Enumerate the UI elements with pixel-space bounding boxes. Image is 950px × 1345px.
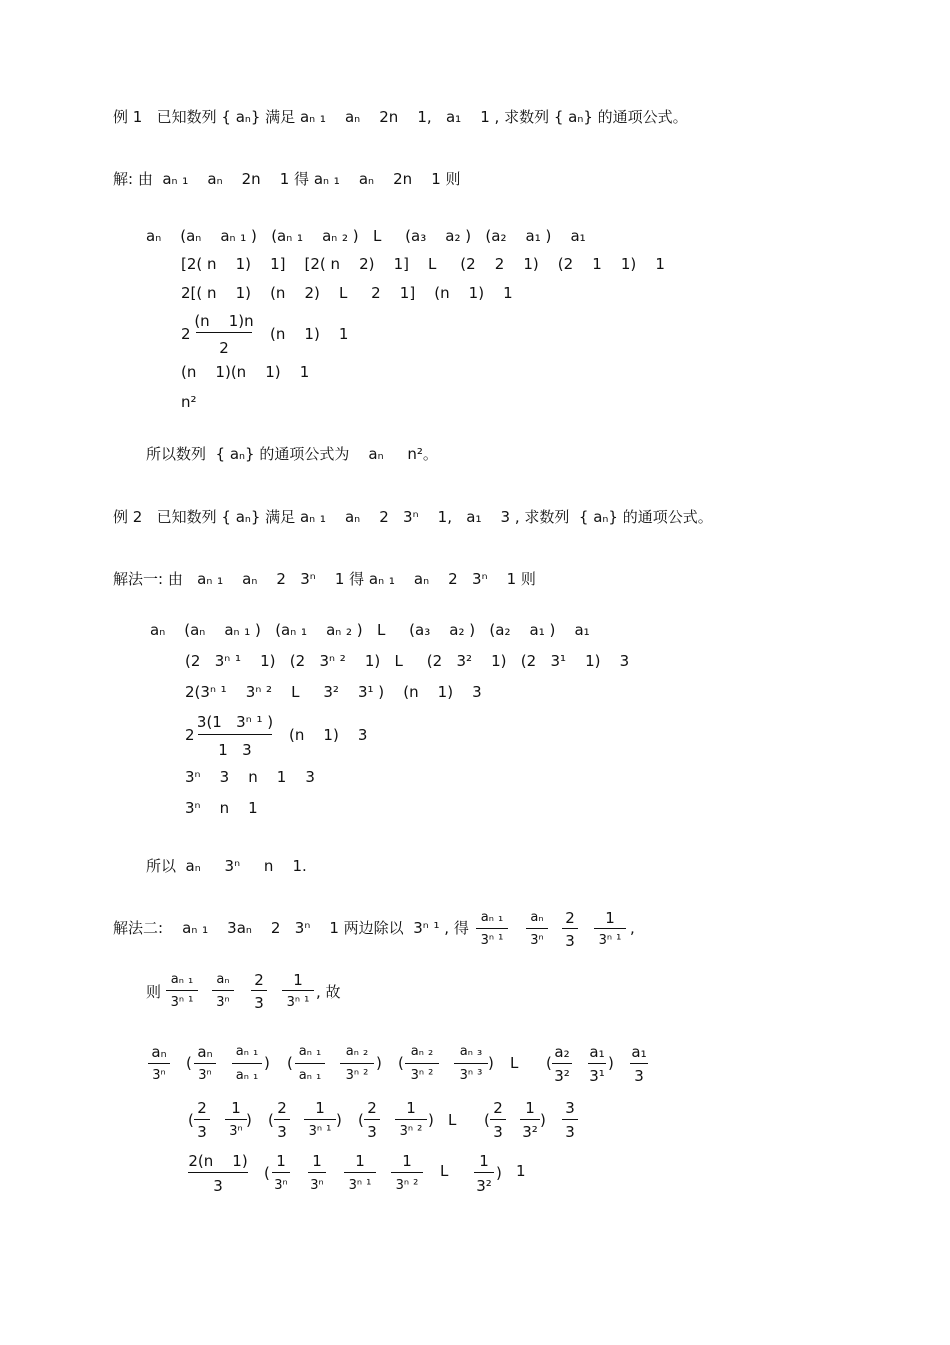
m2-intro-comma: , xyxy=(630,919,635,937)
ex1-equation-line-3: 2[( n 1) (n 2) L 2 1] (n 1) 1 xyxy=(181,284,513,302)
m2-row2-p5-bar xyxy=(562,1119,578,1120)
m2-row2-p2a-den: 3 xyxy=(277,1123,287,1141)
example-2-title: 例 2 已知数列 { aₙ} 满足 aₙ ₁ aₙ 2 3ⁿ 1, a₁ 3 , 求数列 { aₙ} 的通项公式。 xyxy=(113,508,713,526)
ex2-equation-line-4-prefix: 2 xyxy=(185,726,195,744)
m2-row3-q1-den: 3 xyxy=(213,1177,223,1195)
m2-row1-t1b-den: aₙ ₁ xyxy=(235,1068,259,1083)
m2-intro-frac1-num: aₙ ₁ xyxy=(480,910,504,925)
m2-row1-t3a-num: aₙ ₂ xyxy=(410,1044,434,1059)
m2-row2-open-4: ( xyxy=(484,1111,490,1129)
m2-row2-p3a-den: 3 xyxy=(367,1123,377,1141)
m2-row3-q2-num: 1 xyxy=(276,1152,286,1170)
ex1-fraction-bar xyxy=(196,332,252,333)
m2-row2-p1b-num: 1 xyxy=(231,1099,241,1117)
ex2-equation-line-4-suffix: (n 1) 3 xyxy=(289,726,368,744)
m2-then-frac3-den: 3 xyxy=(254,994,264,1012)
example-1-solution-intro: 解: 由 aₙ ₁ aₙ 2n 1 得 aₙ ₁ aₙ 2n 1 则 xyxy=(113,170,461,188)
m2-row3-q3-den: 3ⁿ xyxy=(310,1178,324,1193)
m2-then-frac3-num: 2 xyxy=(254,971,264,989)
m2-row1-t2b-den: 3ⁿ ² xyxy=(345,1068,369,1083)
m2-row1-t2b-bar xyxy=(340,1063,374,1064)
m2-intro-frac1-den: 3ⁿ ¹ xyxy=(480,933,504,948)
m2-row1-open-4: ( xyxy=(546,1054,552,1072)
m2-row1-t3b-den: 3ⁿ ³ xyxy=(459,1068,483,1083)
m2-then-frac4-num: 1 xyxy=(293,971,303,989)
ex1-equation-line-5: (n 1)(n 1) 1 xyxy=(181,363,310,381)
m2-row1-t2a-bar xyxy=(295,1063,325,1064)
m2-row3-q2-bar xyxy=(272,1172,290,1173)
m2-row1-close-4: ) xyxy=(608,1054,614,1072)
m2-row2-p5-num: 3 xyxy=(565,1099,575,1117)
ex1-fraction-numerator: (n 1)n xyxy=(194,312,254,330)
m2-row2-p1a-bar xyxy=(194,1119,210,1120)
m2-row2-open-2: ( xyxy=(268,1111,274,1129)
ex1-fraction-denominator: 2 xyxy=(219,339,229,357)
ex2-fraction-numerator: 3(1 3ⁿ ¹ ) xyxy=(196,713,274,731)
m2-row2-close-2: ) xyxy=(336,1111,342,1129)
m2-row2-close-1: ) xyxy=(246,1111,252,1129)
m2-row1-t4b-num: a₁ xyxy=(589,1043,605,1061)
m2-row1-t1b-bar xyxy=(232,1063,262,1064)
m2-row1-t4a-den: 3² xyxy=(554,1067,570,1085)
m2-row2-p2a-bar xyxy=(274,1119,290,1120)
m2-row2-p4b-den: 3² xyxy=(522,1123,538,1141)
m2-row1-t2a-den: aₙ ₁ xyxy=(298,1068,322,1083)
m2-row2-p2a-num: 2 xyxy=(277,1099,287,1117)
m2-row1-t4a-num: a₂ xyxy=(554,1043,570,1061)
m2-row3-q4-den: 3ⁿ ¹ xyxy=(348,1178,372,1193)
m2-row3-ellipsis: L xyxy=(440,1162,449,1180)
m2-row2-close-3: ) xyxy=(428,1111,434,1129)
m2-then-frac3-bar xyxy=(251,990,267,991)
m2-row2-p4a-num: 2 xyxy=(493,1099,503,1117)
m2-intro-frac1-bar xyxy=(476,928,508,929)
m2-row3-q3-bar xyxy=(308,1172,326,1173)
m2-row2-p5-den: 3 xyxy=(565,1123,575,1141)
m2-row3-tail: 1 xyxy=(516,1162,526,1180)
m2-intro-frac3-num: 2 xyxy=(565,909,575,927)
m2-row3-q3-num: 1 xyxy=(312,1152,322,1170)
m2-then-frac4-bar xyxy=(282,990,314,991)
m2-row1-t4b-den: 3¹ xyxy=(589,1067,605,1085)
m2-row2-p3b-bar xyxy=(395,1119,427,1120)
m2-then-frac1-den: 3ⁿ ¹ xyxy=(170,995,194,1010)
m2-intro-frac4-den: 3ⁿ ¹ xyxy=(598,933,622,948)
ex2-equation-line-6: 3ⁿ n 1 xyxy=(185,799,258,817)
m2-row1-lhs-num: aₙ xyxy=(151,1043,167,1061)
m2-row2-p2b-num: 1 xyxy=(315,1099,325,1117)
m2-row1-t3a-den: 3ⁿ ² xyxy=(410,1068,434,1083)
m2-row1-t1b-num: aₙ ₁ xyxy=(235,1044,259,1059)
m2-row2-p4a-bar xyxy=(490,1119,506,1120)
m2-row3-q1-bar xyxy=(188,1172,248,1173)
ex2-equation-line-3: 2(3ⁿ ¹ 3ⁿ ² L 3² 3¹ ) (n 1) 3 xyxy=(185,683,482,701)
m2-intro-frac2-num: aₙ xyxy=(530,910,544,925)
m2-intro-frac3-bar xyxy=(562,928,578,929)
m2-therefore: , 故 xyxy=(316,983,341,1001)
ex1-equation-line-2: [2( n 1) 1] [2( n 2) 1] L (2 2 1) (2 1 1) 1 xyxy=(181,255,665,273)
m2-row2-p2b-bar xyxy=(304,1119,336,1120)
m2-row2-open-1: ( xyxy=(188,1111,194,1129)
m2-row2-close-4: ) xyxy=(540,1111,546,1129)
ex2-method-1-intro: 解法一: 由 aₙ ₁ aₙ 2 3ⁿ 1 得 aₙ ₁ aₙ 2 3ⁿ 1 则 xyxy=(113,570,536,588)
m2-row2-p3a-num: 2 xyxy=(367,1099,377,1117)
m2-row1-t2a-num: aₙ ₁ xyxy=(298,1044,322,1059)
m2-row1-close-2: ) xyxy=(376,1054,382,1072)
m2-intro-frac4-bar xyxy=(594,928,626,929)
m2-row2-p1a-den: 3 xyxy=(197,1123,207,1141)
m2-then-frac1-bar xyxy=(166,990,198,991)
m2-row3-q1-num: 2(n 1) xyxy=(188,1152,248,1170)
m2-row1-t4a-bar xyxy=(552,1063,572,1064)
ex1-equation-line-4-prefix: 2 xyxy=(181,325,191,343)
m2-row1-t5-bar xyxy=(630,1063,648,1064)
m2-row2-p4b-bar xyxy=(520,1119,540,1120)
example-1-title: 例 1 已知数列 { aₙ} 满足 aₙ ₁ aₙ 2n 1, a₁ 1 , 求数列 { aₙ} 的通项公式。 xyxy=(113,108,688,126)
m2-then-frac4-den: 3ⁿ ¹ xyxy=(286,995,310,1010)
ex2-fraction-bar xyxy=(198,734,272,735)
m2-row1-t1a-den: 3ⁿ xyxy=(198,1068,212,1083)
m2-row1-t3b-num: aₙ ₃ xyxy=(459,1044,483,1059)
ex1-conclusion: 所以数列 { aₙ} 的通项公式为 aₙ n²。 xyxy=(146,445,438,463)
m2-row1-t4b-bar xyxy=(588,1063,606,1064)
m2-row2-p1a-num: 2 xyxy=(197,1099,207,1117)
m2-row2-p1b-den: 3ⁿ xyxy=(229,1124,243,1139)
ex1-equation-line-4-suffix: (n 1) 1 xyxy=(270,325,349,343)
m2-row2-p3b-num: 1 xyxy=(406,1099,416,1117)
m2-row1-t1a-num: aₙ xyxy=(197,1043,213,1061)
m2-row3-q6-bar xyxy=(474,1172,494,1173)
m2-then-frac1-num: aₙ ₁ xyxy=(170,972,194,987)
ex2-fraction-denominator: 1 3 xyxy=(218,741,252,759)
m2-row1-t3b-bar xyxy=(454,1063,488,1064)
m2-row1-t5-num: a₁ xyxy=(631,1043,647,1061)
m2-row3-q6-num: 1 xyxy=(479,1152,489,1170)
m2-row2-open-3: ( xyxy=(358,1111,364,1129)
m2-then-frac2-den: 3ⁿ xyxy=(216,995,230,1010)
ex2-equation-line-2: (2 3ⁿ ¹ 1) (2 3ⁿ ² 1) L (2 3² 1) (2 3¹ 1) 3 xyxy=(185,652,630,670)
m2-intro-frac2-bar xyxy=(526,928,548,929)
m2-row3-q4-num: 1 xyxy=(355,1152,365,1170)
ex1-equation-line-1: aₙ (aₙ aₙ ₁ ) (aₙ ₁ aₙ ₂ ) L (a₃ a₂ ) (a₂ a₁ ) a₁ xyxy=(146,227,586,245)
m2-intro-frac2-den: 3ⁿ xyxy=(530,933,544,948)
ex1-equation-line-6: n² xyxy=(181,393,197,411)
m2-row3-q4-bar xyxy=(344,1172,376,1173)
m2-row2-ellipsis: L xyxy=(448,1111,457,1129)
m2-row3-close: ) xyxy=(496,1164,502,1182)
m2-row1-t3a-bar xyxy=(405,1063,439,1064)
m2-row1-close-3: ) xyxy=(488,1054,494,1072)
m2-row3-open: ( xyxy=(264,1164,270,1182)
m2-intro-frac3-den: 3 xyxy=(565,932,575,950)
m2-row1-close-1: ) xyxy=(264,1054,270,1072)
m2-row3-q6-den: 3² xyxy=(476,1177,492,1195)
m2-row1-open-3: ( xyxy=(398,1054,404,1072)
ex2-equation-line-1: aₙ (aₙ aₙ ₁ ) (aₙ ₁ aₙ ₂ ) L (a₃ a₂ ) (a₂ a₁ ) a₁ xyxy=(150,621,590,639)
m2-row1-t5-den: 3 xyxy=(634,1067,644,1085)
m2-then-frac2-num: aₙ xyxy=(216,972,230,987)
m2-row2-p2b-den: 3ⁿ ¹ xyxy=(308,1124,332,1139)
method-2-intro: 解法二: aₙ ₁ 3aₙ 2 3ⁿ 1 两边除以 3ⁿ ¹ , 得 xyxy=(113,919,469,937)
m2-row3-q5-den: 3ⁿ ² xyxy=(395,1178,419,1193)
ex2-method-1-conclusion: 所以 aₙ 3ⁿ n 1. xyxy=(146,857,307,875)
m2-row2-p1b-bar xyxy=(225,1119,247,1120)
m2-row3-q5-bar xyxy=(391,1172,423,1173)
m2-row1-open-2: ( xyxy=(287,1054,293,1072)
m2-row2-p3b-den: 3ⁿ ² xyxy=(399,1124,423,1139)
m2-row2-p4b-num: 1 xyxy=(525,1099,535,1117)
m2-row2-p3a-bar xyxy=(364,1119,380,1120)
m2-row3-q2-den: 3ⁿ xyxy=(274,1178,288,1193)
m2-row1-lhs-den: 3ⁿ xyxy=(152,1068,166,1083)
m2-row1-open-1: ( xyxy=(186,1054,192,1072)
m2-row3-q5-num: 1 xyxy=(402,1152,412,1170)
m2-row1-ellipsis: L xyxy=(510,1054,519,1072)
m2-row2-p4a-den: 3 xyxy=(493,1123,503,1141)
m2-row1-t2b-num: aₙ ₂ xyxy=(345,1044,369,1059)
ex2-equation-line-5: 3ⁿ 3 n 1 3 xyxy=(185,768,315,786)
m2-row1-t1a-bar xyxy=(194,1063,216,1064)
m2-then-frac2-bar xyxy=(212,990,234,991)
m2-then-label: 则 xyxy=(146,983,162,1001)
m2-intro-frac4-num: 1 xyxy=(605,909,615,927)
m2-row1-lhs-bar xyxy=(148,1063,170,1064)
